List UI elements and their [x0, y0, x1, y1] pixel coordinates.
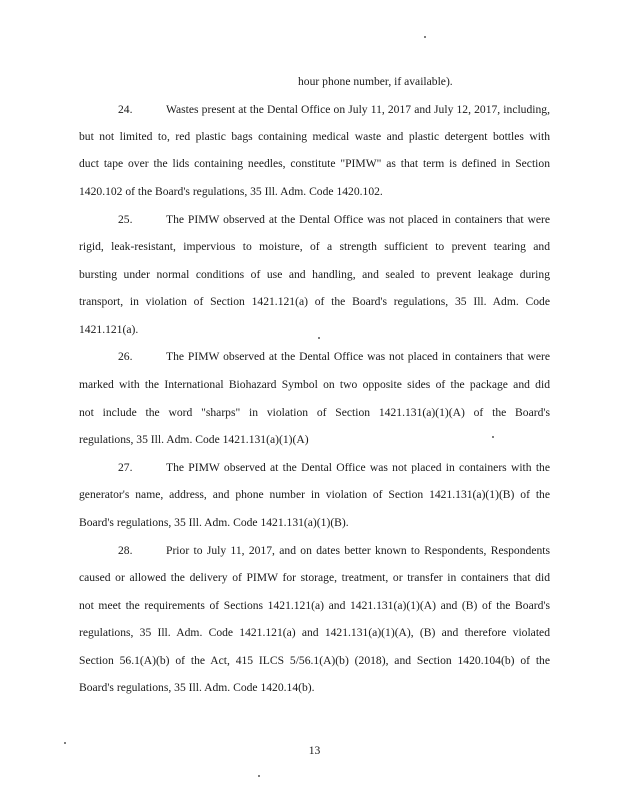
paragraph-25-line-5: 1421.121(a).	[79, 323, 139, 336]
paragraph-26-line-1: 26. The PIMW observed at the Dental Office was not placed in containers that were	[118, 350, 550, 363]
paragraph-24-line-2: but not limited to, red plastic bags containing medical waste and plastic detergent bottles with	[79, 130, 550, 143]
paragraph-number: 27.	[118, 461, 133, 474]
paragraph-number: 24.	[118, 103, 133, 116]
paragraph-28-line-2: caused or allowed the delivery of PIMW for storage, treatment, or transfer in containers that did	[79, 571, 550, 584]
paragraph-28-line-1: 28. Prior to July 11, 2017, and on dates better known to Respondents, Respondents	[118, 544, 550, 557]
paragraph-number: 25.	[118, 213, 133, 226]
paragraph-28-line-6: Board's regulations, 35 Ill. Adm. Code 1420.14(b).	[79, 681, 315, 694]
continuation-line: hour phone number, if available).	[298, 75, 453, 88]
scan-speck	[64, 742, 66, 744]
paragraph-25-line-1: 25. The PIMW observed at the Dental Office was not placed in containers that were	[118, 213, 550, 226]
paragraph-28-line-5: Section 56.1(A)(b) of the Act, 415 ILCS 5/56.1(A)(b) (2018), and Section 1420.104(b) of the	[79, 654, 550, 667]
paragraph-25-line-4: transport, in violation of Section 1421.121(a) of the Board's regulations, 35 Ill. Adm. Code	[79, 295, 550, 308]
paragraph-27-line-3: Board's regulations, 35 Ill. Adm. Code 1421.131(a)(1)(B).	[79, 516, 349, 529]
paragraph-26-line-2: marked with the International Biohazard Symbol on two opposite sides of the package and did	[79, 378, 550, 391]
scan-speck	[318, 337, 320, 339]
paragraph-number: 28.	[118, 544, 133, 557]
paragraph-25-line-2: rigid, leak-resistant, impervious to moisture, of a strength sufficient to prevent tearing and	[79, 240, 550, 253]
paragraph-26-line-4: regulations, 35 Ill. Adm. Code 1421.131(a)(1)(A)	[79, 433, 309, 446]
paragraph-24-line-3: duct tape over the lids containing needles, constitute "PIMW" as that term is defined in Section	[79, 157, 550, 170]
scan-speck	[258, 775, 260, 777]
paragraph-24-line-1: 24. Wastes present at the Dental Office on July 11, 2017 and July 12, 2017, including,	[118, 103, 550, 116]
paragraph-26-line-3: not include the word "sharps" in violation of Section 1421.131(a)(1)(A) of the Board's	[79, 406, 550, 419]
paragraph-25-line-3: bursting under normal conditions of use and handling, and sealed to prevent leakage during	[79, 268, 550, 281]
paragraph-27-line-1: 27. The PIMW observed at the Dental Office was not placed in containers with the	[118, 461, 550, 474]
page-number: 13	[308, 744, 321, 757]
paragraph-28-line-4: regulations, 35 Ill. Adm. Code 1421.121(a) and 1421.131(a)(1)(A), (B) and therefore violated	[79, 626, 550, 639]
scan-speck	[424, 36, 426, 38]
paragraph-27-line-2: generator's name, address, and phone number in violation of Section 1421.131(a)(1)(B) of the	[79, 488, 550, 501]
scan-speck	[492, 436, 494, 438]
paragraph-number: 26.	[118, 350, 133, 363]
paragraph-28-line-3: not meet the requirements of Sections 1421.121(a) and 1421.131(a)(1)(A) and (B) of the Board's	[79, 599, 550, 612]
paragraph-24-line-4: 1420.102 of the Board's regulations, 35 Ill. Adm. Code 1420.102.	[79, 185, 383, 198]
